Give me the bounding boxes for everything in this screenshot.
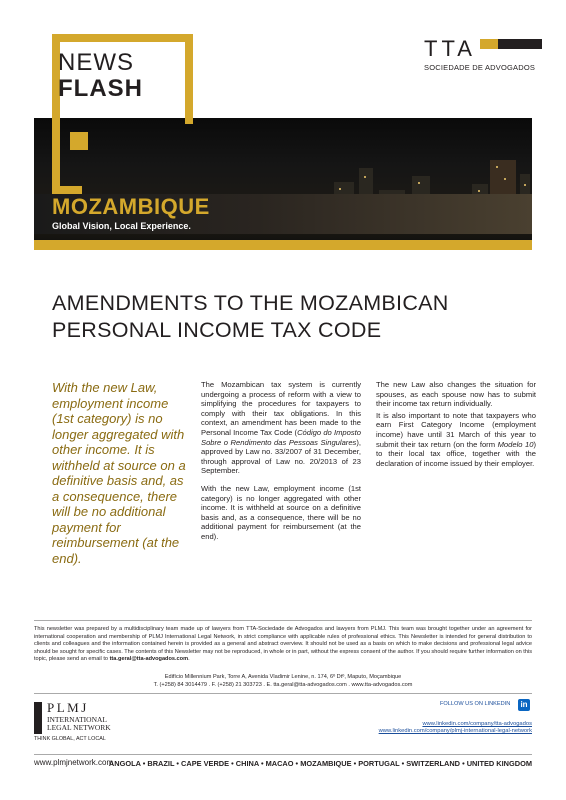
newsflash-frame-edge xyxy=(185,34,193,124)
footer-divider-bottom xyxy=(34,754,532,755)
website-link[interactable]: www.plmjnetwork.com xyxy=(34,758,114,767)
linkedin-link-plmj[interactable]: www.linkedin.com/company/plmj-international-legal-network xyxy=(378,728,532,734)
col2-paragraph-2 xyxy=(376,411,536,469)
col1-p1-italic: Código do Imposto Sobre o Rendimento das Pessoas Singulares xyxy=(201,427,361,447)
plmj-logo-sub1: INTERNATIONAL xyxy=(47,715,107,724)
newsflash-frame-foot xyxy=(52,186,82,194)
newsflash-line2: FLASH xyxy=(58,75,143,102)
headline-line1: AMENDMENTS TO THE MOZAMBICAN xyxy=(52,291,449,315)
country-title: MOZAMBIQUE xyxy=(52,194,210,219)
disclaimer-text: This newsletter was prepared by a multidisciplinary team made up of lawyers from TTA-Sociedade de Advogados and lawyers from PLMJ. This team was brought together under an agreement for international cooperation and membership of PLMJ International Legal Network, in strict compliance with applicable rules of professional ethics. This Newsletter is intended for general distribution to clients and colleagues and the information contained herein is provided as a general and abstract overview. It should not be used as a basis on which to make decisions and professional legal advice should be sought for specific cases. The contents of this Newsletter may not be reproduced, in whole or in part, without the express consent of the author. If you should require further information on this topic, please send an email to tta.geral@tta-advogados.com. xyxy=(34,626,532,663)
tta-logo xyxy=(424,36,535,72)
office-contacts: T. (+258) 84 3014479 . F. (+258) 21 303723 . E. tta.geral@tta-advogados.com . www.tta-advogados.com xyxy=(153,682,413,688)
article-column-1 xyxy=(201,380,361,550)
col1-paragraph-2: With the new Law, employment income (1st category) is no longer aggregated with other income. It is withheld at source on a definitive basis and, as a consequence, there will be no additional payment for reimbursement (at the end). xyxy=(201,483,361,541)
linkedin-icon[interactable]: in xyxy=(518,699,530,711)
footer-divider-mid xyxy=(34,693,532,694)
office-address: Edifício Millennium Park, Torre A, Avenida Vladimir Lenine, n. 174, 6º Dtº, Maputo, Moçambique xyxy=(164,674,402,680)
gold-rule xyxy=(34,240,532,250)
plmj-tagline: THINK GLOBAL, ACT LOCAL xyxy=(34,736,106,742)
follow-linkedin-label: FOLLOW US ON LINKEDIN xyxy=(440,701,511,707)
col1-paragraph-1 xyxy=(201,380,361,476)
article-column-2 xyxy=(376,380,536,476)
col2-p2-text-a: It is also important to note that taxpayers who earn First Category Income (employment income) have until 31 March of this year to submit their tax return (on the form xyxy=(376,410,536,449)
linkedin-link-tta[interactable]: www.linkedin.com/company/tta-advogados xyxy=(422,721,532,727)
disclaimer-body: This newsletter was prepared by a multidisciplinary team made up of lawyers from TTA-Sociedade de Advogados and lawyers from PLMJ. This team was brought together under an agreement for international cooperation and membership of PLMJ International Legal Network, in strict compliance with applicable rules of professional ethics. This Newsletter is intended for general distribution to clients and colleagues and the information contained herein is provided as a general and abstract overview. It should not be used as a basis on which to make decisions and professional legal advice should be sought for specific cases. The contents of this Newsletter may not be reproduced, in whole or in part, without the express consent of the author. If you should require further information on this topic, please send an email to xyxy=(34,626,532,663)
countries-list: ANGOLA • BRAZIL • CAPE VERDE • CHINA • MACAO • MOZAMBIQUE • PORTUGAL • SWITZERLAND • UNITED KINGDOM xyxy=(108,759,532,768)
newsflash-title xyxy=(58,50,143,102)
tta-logo-bar xyxy=(480,39,542,49)
newsflash-line1: NEWS xyxy=(58,49,134,76)
tta-logo-subtitle: SOCIEDADE DE ADVOGADOS xyxy=(424,63,536,72)
col1-p1-text-b: ), approved by Law no. 33/2007 of 31 December, through approval of Law no. 20/2013 of 23 September. xyxy=(201,437,361,476)
plmj-logo-bar xyxy=(34,702,42,734)
col1-p1-text-a: The Mozambican tax system is currently undergoing a process of reform with a view to simplifying the procedures for taxpayers to comply with their tax obligations. In this context, an amendment has been made to the Personal Income Tax Code ( xyxy=(201,380,361,437)
footer-divider-top xyxy=(34,620,532,621)
plmj-logo-name: PLMJ xyxy=(47,700,89,715)
article-headline xyxy=(52,290,512,344)
pull-quote: With the new Law, employment income (1st category) is no longer aggregated with other income. It is withheld at source on a definitive basis and, as a consequence, there will be no additional payment for reimbursement (at the end). xyxy=(52,380,186,566)
gold-square-accent xyxy=(70,132,88,150)
col2-p2-italic: Modelo 10 xyxy=(497,439,534,449)
tta-logo-letters: TTA xyxy=(424,36,476,61)
disclaimer-email-link[interactable]: tta.geral@tta-advogados.com xyxy=(109,656,189,663)
col2-paragraph-1: The new Law also changes the situation for spouses, as each spouse now has to submit their income tax return individually. xyxy=(376,380,536,409)
col2-p2-text-b: ) to their local tax office, together with the declaration of income issued by their employer. xyxy=(376,439,536,468)
headline-line2: PERSONAL INCOME TAX CODE xyxy=(52,318,382,342)
banner-tagline: Global Vision, Local Experience. xyxy=(52,221,191,231)
plmj-logo-sub2: LEGAL NETWORK xyxy=(47,723,111,732)
